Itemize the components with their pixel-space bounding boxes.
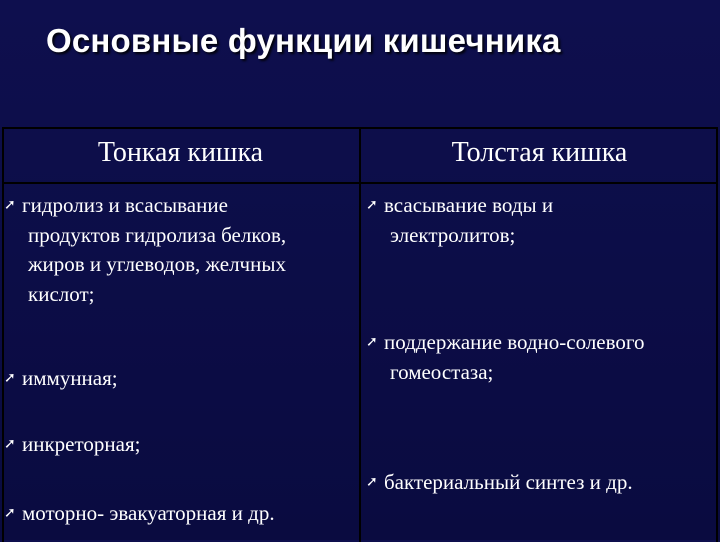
- list-item-text: бактериальный синтез и др.: [384, 470, 633, 494]
- arrow-up-right-icon: ➚: [4, 370, 16, 386]
- list-item: [4, 364, 354, 394]
- list-item-text: всасывание воды и: [384, 193, 554, 217]
- column-divider: [359, 127, 361, 542]
- list-item: [366, 191, 714, 250]
- list-item: [4, 191, 354, 309]
- list-item-continuation: электролитов;: [390, 222, 516, 247]
- list-item-continuation: продуктов гидролиза белков, жиров и углеводов, желчных кислот;: [28, 222, 287, 306]
- column-header-large-intestine: Толстая кишка: [451, 137, 628, 168]
- arrow-up-right-icon: ➚: [4, 197, 16, 213]
- table-left-border: [2, 127, 4, 542]
- list-item: [366, 328, 714, 387]
- table-right-border: [716, 127, 718, 542]
- arrow-up-right-icon: ➚: [4, 436, 16, 452]
- list-item-text: моторно- эвакуаторная и др.: [22, 501, 275, 525]
- comparison-table: [2, 127, 718, 542]
- list-item-text: инкреторная;: [22, 432, 141, 456]
- page-title: Основные функции кишечника: [46, 22, 561, 59]
- column-header-small-intestine: Тонкая кишка: [97, 137, 264, 168]
- arrow-up-right-icon: ➚: [366, 474, 378, 490]
- list-item: [4, 430, 354, 460]
- list-item: [366, 468, 714, 498]
- list-item-text: поддержание водно-солевого: [384, 330, 645, 354]
- list-item-continuation: гомеостаза;: [390, 359, 494, 384]
- list-item: [4, 499, 354, 529]
- arrow-up-right-icon: ➚: [366, 334, 378, 350]
- list-item-text: гидролиз и всасывание: [22, 193, 228, 217]
- arrow-up-right-icon: ➚: [4, 505, 16, 521]
- arrow-up-right-icon: ➚: [366, 197, 378, 213]
- list-item-text: иммунная;: [22, 366, 118, 390]
